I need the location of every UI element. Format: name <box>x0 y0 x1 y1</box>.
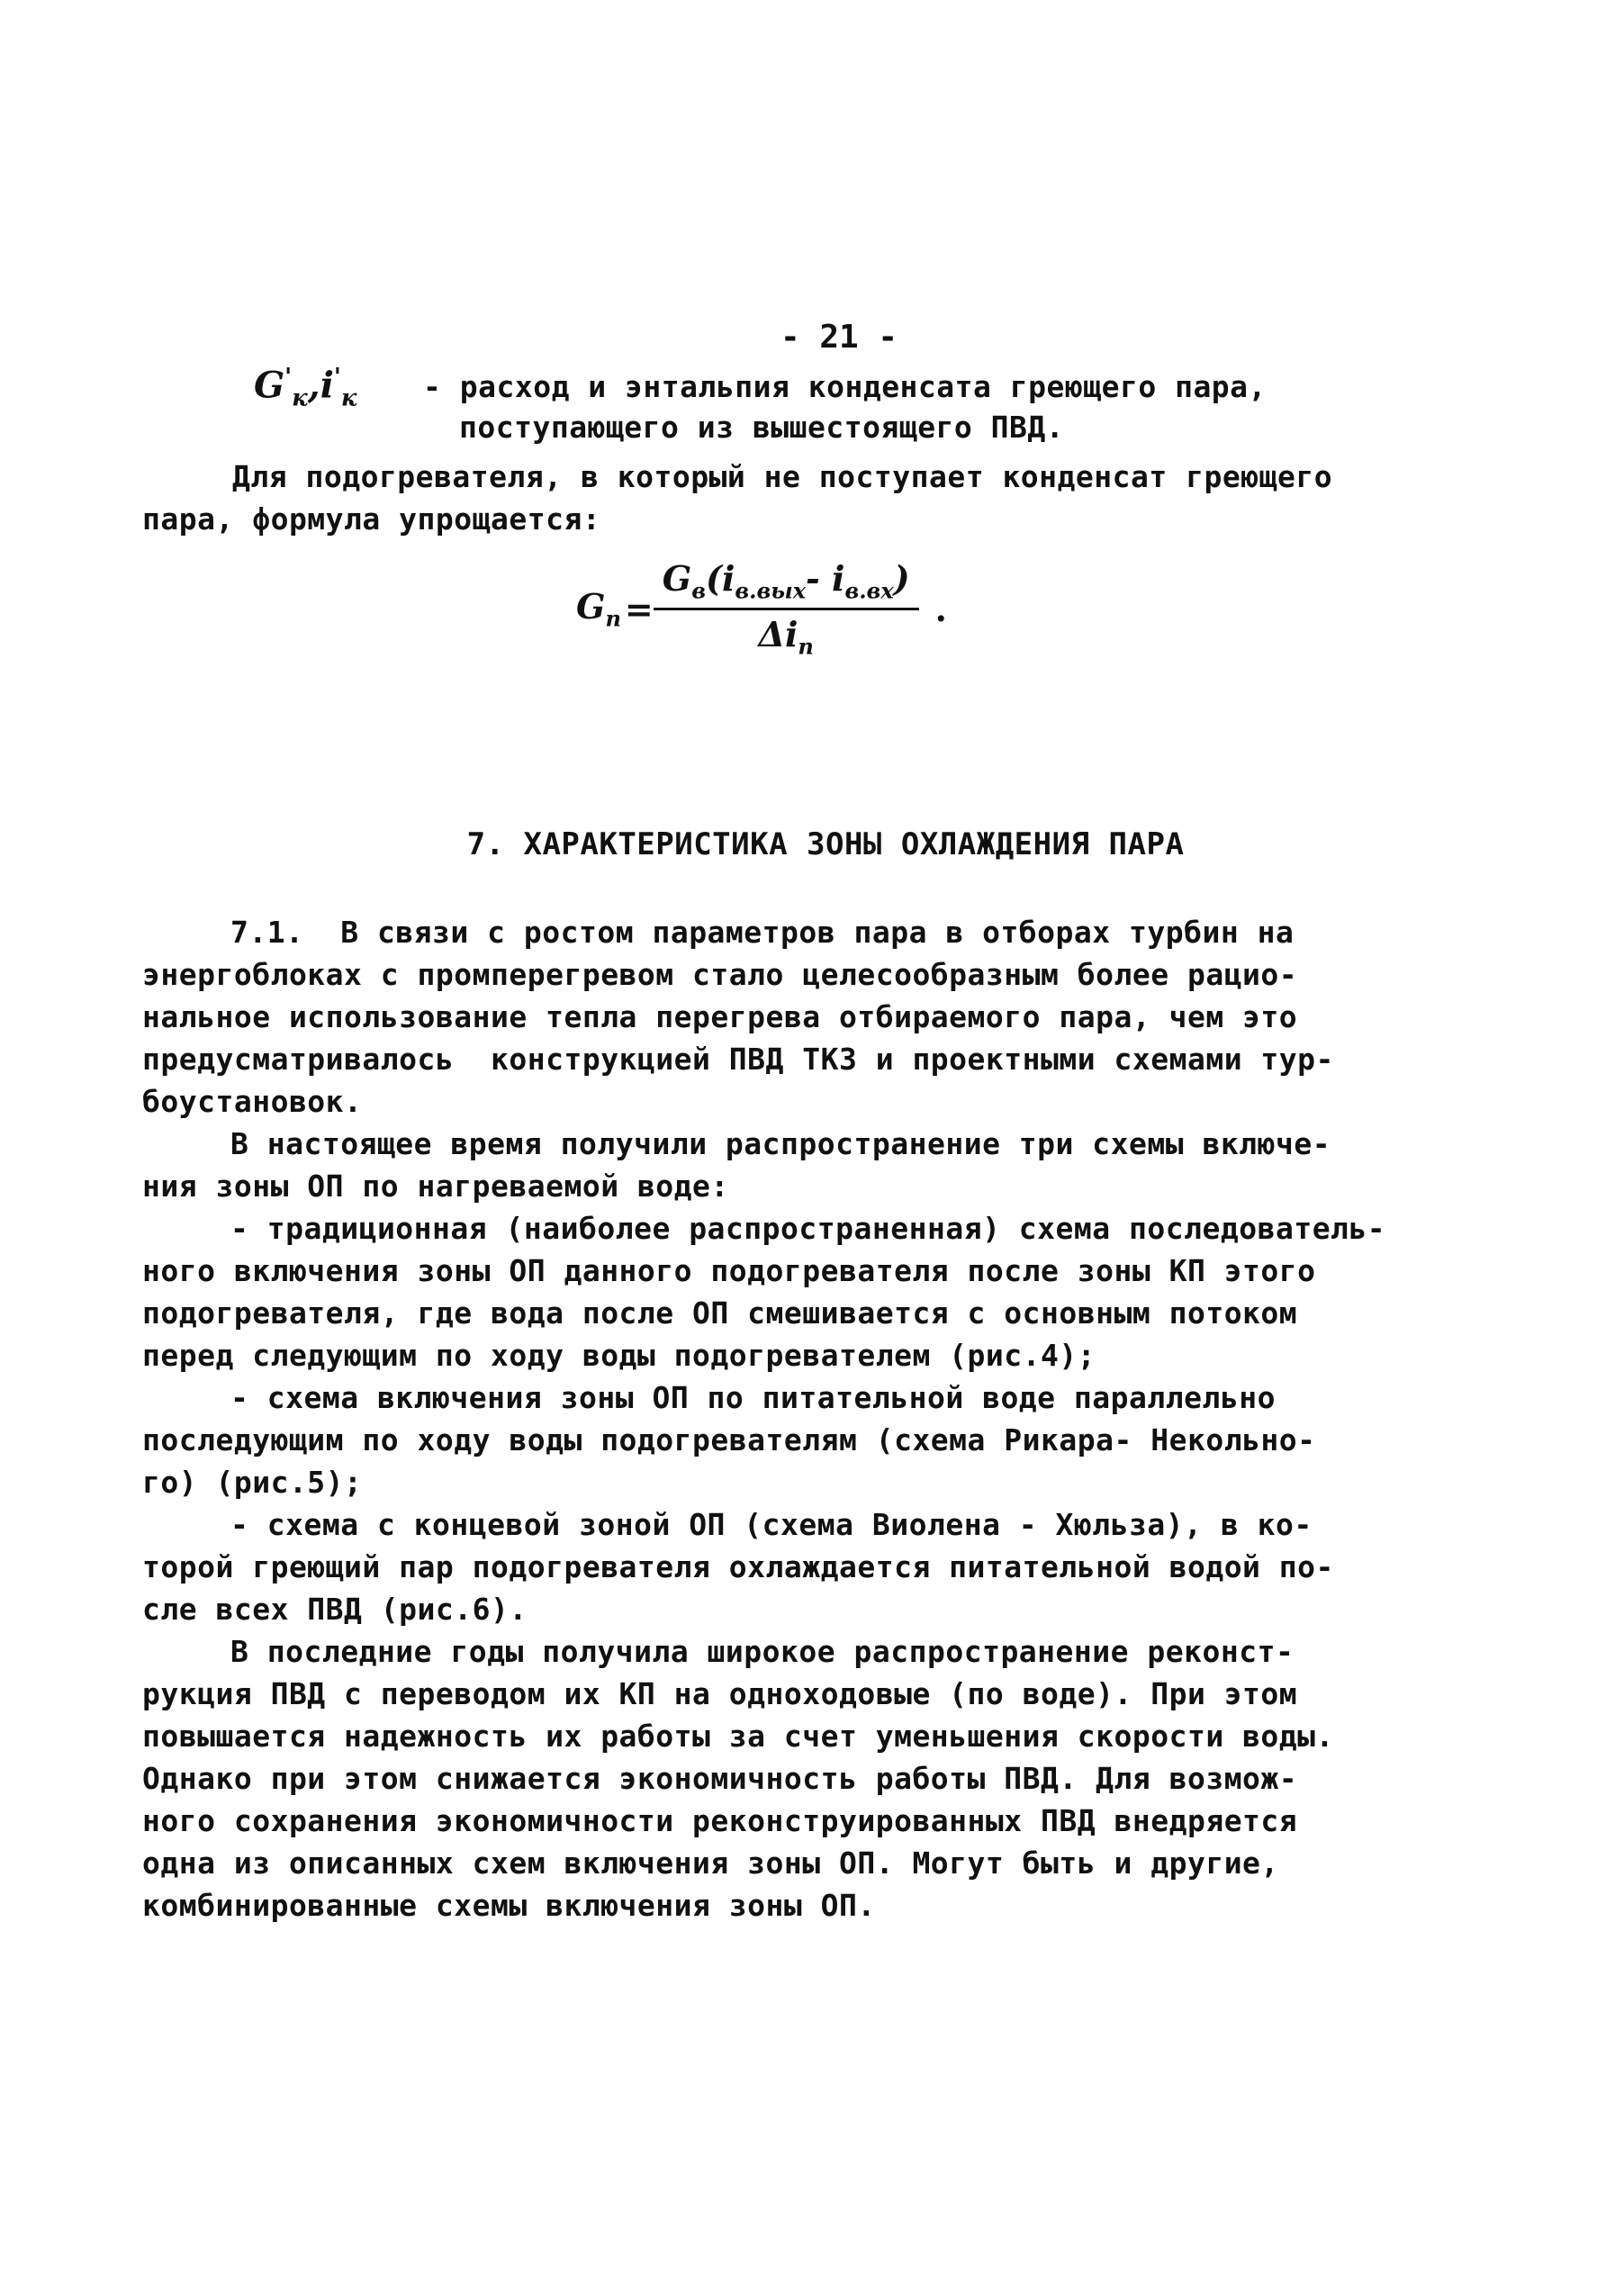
num-close: ) <box>893 558 910 599</box>
condensate-symbols: $G'_к,i'_к$ <box>254 364 357 412</box>
body-line: предусматривалось конструкцией ПВД ТКЗ и проектными схемами тур- <box>142 1042 1334 1077</box>
body-line: сле всех ПВД (рис.6). <box>142 1592 528 1627</box>
formula-equals: = <box>624 588 654 629</box>
body-line: го) (рис.5); <box>142 1465 363 1500</box>
den-di-sub: п <box>798 633 814 660</box>
body-line: повышается надежность их работы за счет уменьшения скорости воды. <box>142 1719 1334 1754</box>
symbol-definition-line2: поступающего из вышестоящего ПВД. <box>459 410 1065 445</box>
body-line: комбинированные схемы включения зоны ОП. <box>142 1888 876 1923</box>
body-line: - традиционная (наиболее распространенная) схема последователь- <box>230 1211 1386 1246</box>
body-line: ного включения зоны ОП данного подогревателя после зоны КП этого <box>142 1253 1316 1288</box>
formula-end: . <box>934 588 947 629</box>
formula-numerator <box>654 558 919 610</box>
body-line: Однако при этом снижается экономичность работы ПВД. Для возмож- <box>142 1761 1298 1796</box>
symbol-definition-line1: - расход и энтальпия конденсата греющего пара, <box>423 369 1267 404</box>
body-line: ного сохранения экономичности реконструированных ПВД внедряется <box>142 1803 1298 1838</box>
symbol-i-sub: к <box>340 384 357 412</box>
num-i-in: - i <box>806 558 845 599</box>
body-line: В последние годы получила широкое распространение реконст- <box>230 1634 1295 1669</box>
body-line: нальное использование тепла перегрева отбираемого пара, чем это <box>142 999 1298 1034</box>
symbol-g-sup: ' <box>284 364 293 391</box>
num-i-out: (i <box>705 558 735 599</box>
body-line: последующим по ходу воды подогревателям (схема Рикара- Некольно- <box>142 1422 1316 1457</box>
body-line: подогревателя, где вода после ОП смешивается с основным потоком <box>142 1295 1298 1331</box>
body-line: энергоблоках с промперегревом стало целесообразным более рацио- <box>142 957 1298 992</box>
formula-denominator <box>758 610 813 660</box>
symbol-g-sub: к <box>292 384 308 412</box>
body-line: торой греющий пар подогревателя охлаждается питательной водой по- <box>142 1549 1334 1584</box>
symbol-i-sup: ' <box>333 364 341 391</box>
body-line: боустановок. <box>142 1084 363 1119</box>
body-line: - схема с концевой зоной ОП (схема Виолена - Хюльза), в ко- <box>230 1507 1313 1542</box>
body-line: рукция ПВД с переводом их КП на одноходовые (по воде). При этом <box>142 1676 1298 1711</box>
section-heading: 7. ХАРАКТЕРИСТИКА ЗОНЫ ОХЛАЖДЕНИЯ ПАРА <box>466 826 1185 862</box>
symbol-i-main: i <box>320 364 334 407</box>
simplified-formula <box>576 558 947 659</box>
body-line: одна из описанных схем включения зоны ОП. Могут быть и другие, <box>142 1845 1279 1881</box>
intro-line2: пара, формула упрощается: <box>142 501 601 537</box>
body-line: ния зоны ОП по нагреваемой воде: <box>142 1169 729 1204</box>
symbol-g-main: G <box>254 364 285 407</box>
body-line: - схема включения зоны ОП по питательной воде параллельно <box>230 1380 1276 1415</box>
body-line: 7.1. В связи с ростом параметров пара в отборах турбин на <box>230 915 1295 950</box>
formula-lhs-main: G <box>576 585 606 627</box>
body-line: перед следующим по ходу воды подогревателем (рис.4); <box>142 1338 1096 1373</box>
body-line: В настоящее время получили распространение три схемы включе- <box>230 1126 1331 1161</box>
num-i-out-sub: в.вых <box>735 577 806 604</box>
formula-lhs-sub: п <box>605 605 621 632</box>
num-g-sub: в <box>691 577 706 604</box>
den-di: Δi <box>758 613 798 654</box>
num-i-in-sub: в.вх <box>844 577 894 604</box>
intro-line1: Для подогревателя, в который не поступает конденсат греющего <box>232 459 1333 494</box>
formula-lhs <box>576 586 621 632</box>
page-number: - 21 - <box>780 319 898 356</box>
formula-fraction <box>654 558 919 659</box>
num-g: G <box>662 558 692 599</box>
